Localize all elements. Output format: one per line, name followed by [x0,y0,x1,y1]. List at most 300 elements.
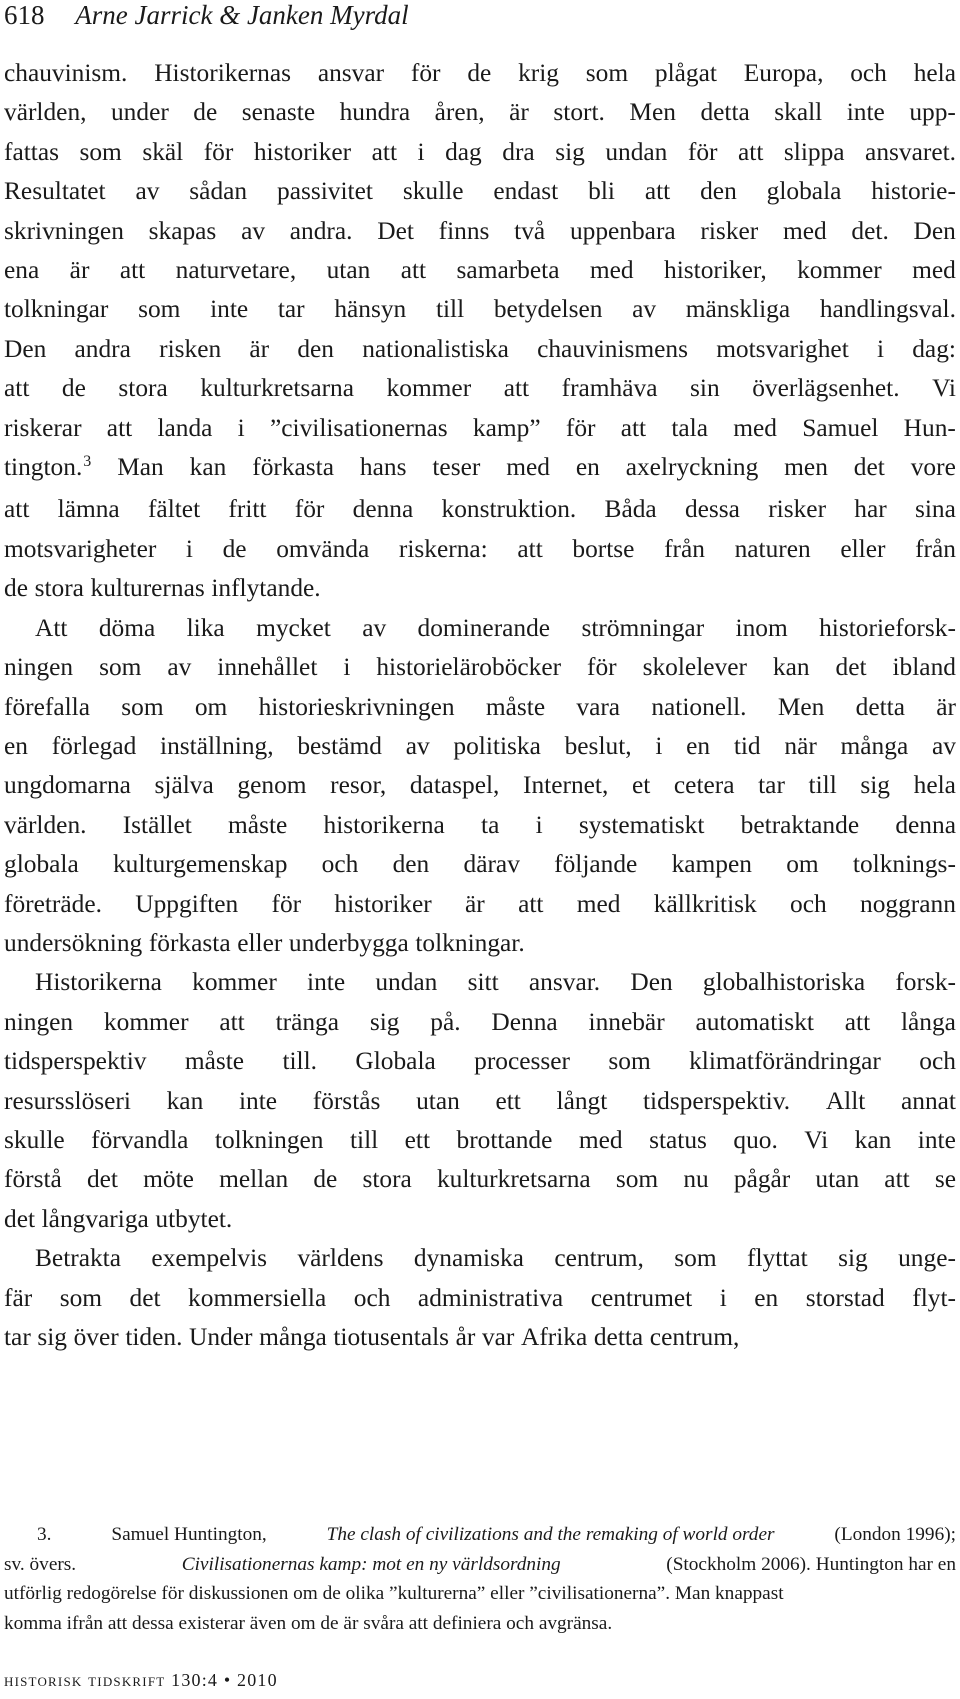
footnote-author: Samuel Huntington, [111,1524,267,1545]
word: ansvaret. [865,137,956,166]
word: bli [588,177,615,206]
word: en [575,453,600,482]
word: i [237,413,245,442]
text-line [4,530,956,569]
word: av [405,731,430,760]
word: den [297,334,334,363]
word: som [121,692,164,721]
word: att [4,495,30,524]
word: Resultatet [4,177,106,206]
word: de [193,98,218,127]
word: andra. [289,216,353,245]
word: måste [228,810,288,839]
word: stora [118,374,168,403]
word: från [915,534,956,563]
word: historiker, [664,256,767,285]
word: men [784,453,828,482]
word: i [185,534,193,563]
word: Den [630,968,673,997]
word: quo. [733,1125,778,1154]
word: hans [359,453,407,482]
word: kulturgemenskap [112,850,288,879]
word: med [912,256,956,285]
word: av [632,295,657,324]
word: globala [4,850,79,879]
word: döma [98,613,156,642]
word: utan [815,1165,860,1194]
word: hänsyn [334,295,407,324]
word: under [110,98,169,127]
word: som [608,1047,651,1076]
word: undersökning [4,928,143,957]
running-header [4,0,409,30]
word: att [219,1007,245,1036]
text-line [4,1239,956,1278]
text-line [4,369,956,408]
word: det [853,453,885,482]
word: med [733,413,777,442]
word: kan [772,653,810,682]
word: noggrann [860,889,956,918]
text-line [4,1200,956,1239]
word: ”civilisationernas [269,413,448,442]
word: tar [4,1323,31,1351]
word: själva [154,771,214,800]
word: politiska [453,731,541,760]
paragraph [4,54,956,609]
word: med [576,889,621,918]
word: ansvar [317,59,385,87]
word: riskerna: [398,534,488,563]
word: det. [851,216,889,245]
word: Uppgiften [135,889,239,918]
word: tolkningar. [415,928,525,957]
journal-name: historisk tidskrift [4,1670,166,1690]
word: kulturkretsarna [200,374,355,403]
word: till [435,295,465,324]
word: Hun- [903,413,956,442]
running-title: Arne Jarrick & Janken Myrdal [75,0,409,30]
word: möte [143,1165,194,1194]
word: sådan [189,177,248,206]
word: skäl [142,137,184,166]
word: andra [74,334,131,363]
word: handlingsval. [819,295,956,324]
footnote-reference: 3 [83,453,92,471]
footnote-line4: komma ifrån att dessa existerar även om de är svåra att definiera och avgränsa. [4,1612,613,1634]
word: och [850,59,887,87]
word: kan [166,1086,204,1115]
word: administrativa [417,1283,564,1312]
word: resursslöseri [4,1086,131,1115]
word: mellan [219,1165,289,1194]
body-text [4,54,956,1357]
text-line [4,1082,956,1121]
word: Samuel [802,413,879,442]
word: kan [189,453,227,482]
text-line [4,93,956,132]
word: sig [37,1323,68,1351]
word: vore [910,453,956,482]
word: som [585,59,629,87]
word: om [786,850,819,879]
word: som [79,137,122,166]
word: beslut, [564,731,632,760]
word: var [481,1323,515,1351]
text-line [4,766,956,805]
word: Europa, [743,59,824,87]
word: kommer [797,256,882,285]
word: nationalistiska [362,334,509,363]
footnote-line [4,1520,956,1550]
word: dra [502,137,535,166]
word: av [362,613,387,642]
word: sig [838,1244,868,1273]
word: är [936,692,956,721]
word: centrumet [590,1283,693,1312]
word: om [194,692,228,721]
word: med [782,216,827,245]
word: sin [690,374,720,403]
word: denna [352,495,414,524]
word: som [99,653,142,682]
word: hela [913,59,956,87]
word: tolkningen [214,1125,324,1154]
word: skolelever [642,653,747,682]
word: de [61,374,86,403]
word: fär [4,1283,33,1312]
word: chauvinism. [4,59,128,87]
word: att [738,137,764,166]
word: Men [629,98,676,127]
word: kan [854,1125,892,1154]
word: fritt [228,495,267,524]
word: tar [758,771,785,800]
word: har [854,495,887,524]
footnote-title: The clash of civilizations and the remaking of world order [326,1524,775,1545]
word: inom [735,613,788,642]
word: exempelvis [151,1244,268,1273]
word: utan [416,1086,460,1115]
text-line [4,290,956,329]
text-line [4,924,956,963]
footnote-translation-label: sv. övers. [4,1553,77,1575]
word: kommersiella [188,1283,327,1312]
word: Denna [491,1007,558,1036]
word: samarbeta [456,256,560,285]
word: stort. [553,98,605,127]
word: tar [277,295,305,324]
word: Internet, [523,771,609,800]
word: slippa [783,137,845,166]
word: mycket [256,613,331,642]
word: dessa [684,495,740,524]
word: betydelsen [493,295,603,324]
word: och [321,850,359,879]
word: undan [375,968,438,997]
word: Historikerna [35,968,162,997]
word: kommer [192,968,277,997]
word: Det [377,216,414,245]
word: upp- [909,98,956,127]
word: i [876,334,885,363]
word: Båda [604,495,657,524]
footnote-line [4,1609,956,1639]
text-line [4,448,956,490]
text-line [4,133,956,172]
word: förefalla [4,692,90,721]
word: tington.$^3$ [4,453,92,482]
word: Den [913,216,956,245]
word: endast [493,177,559,206]
word: för [203,137,234,166]
word: tolknings- [852,850,956,879]
word: skulle [402,177,464,206]
paragraph [4,963,956,1239]
footnote [4,1520,956,1638]
word: sig [860,771,891,800]
word: nationell. [651,692,747,721]
word: historieläroböcker [376,653,562,682]
word: innebär [588,1007,665,1036]
word: för [410,59,441,87]
word: Vi [932,374,956,403]
word: sig [369,1007,400,1036]
journal-issue: 130:4 • 2010 [171,1670,278,1690]
word: riskerar [4,413,82,442]
word: och [790,889,827,918]
word: som [59,1283,103,1312]
word: eller [840,534,886,563]
word: som [674,1244,717,1273]
footnote-line [4,1579,956,1609]
word: på. [430,1007,461,1036]
word: förkasta [148,928,231,957]
word: motsvarighet [716,334,849,363]
word: för [294,495,325,524]
word: att [517,534,543,563]
word: det [4,1204,36,1233]
word: världen, [4,98,87,127]
word: Betrakta [35,1244,122,1273]
word: med [578,1125,623,1154]
word: forsk- [895,968,956,997]
word: detta [700,98,750,127]
text-line [4,1318,956,1357]
word: det [129,1283,161,1312]
word: hela [913,771,956,800]
word: automatiskt [695,1007,814,1036]
word: sitt [467,968,499,997]
text-line [4,648,956,687]
word: de [222,534,247,563]
word: förvandla [91,1125,189,1154]
word: dag: [912,334,956,363]
word: detta [855,692,905,721]
word: att [400,256,427,285]
word: betraktande [740,810,860,839]
word: Vi [804,1125,829,1154]
word: att [503,374,530,403]
word: lika [186,613,225,642]
word: med [506,453,550,482]
text-line [4,1121,956,1160]
word: denna [895,810,956,839]
word: att [620,413,647,442]
text-line [4,409,956,448]
text-line [4,885,956,924]
word: det [86,1165,118,1194]
word: historieforsk- [819,613,956,642]
word: se [934,1165,956,1194]
word: till [808,771,837,800]
word: är [509,98,529,127]
footnote-line3: utförlig redogörelse för diskussionen om de olika ”kulturerna” eller ”civilisationerna”. Man knappast [4,1583,784,1604]
word: är [69,256,90,285]
word: inställning, [160,731,274,760]
word: följande [554,850,638,879]
word: chauvinismens [537,334,688,363]
page-number: 618 [4,0,45,30]
footnote-publication: (London 1996); [834,1524,956,1545]
word: detta [593,1323,644,1351]
word: pågår [733,1165,791,1194]
footnote-number: 3. [37,1524,52,1545]
word: hundra [339,98,411,127]
word: måste [485,692,546,721]
word: därav [463,850,520,879]
word: dynamiska [413,1244,524,1273]
text-line [4,54,956,93]
word: status [649,1125,707,1154]
word: underbygga [288,928,409,957]
word: av [167,653,192,682]
word: stora [362,1165,412,1194]
text-line [4,1279,956,1318]
word: ningen [4,1007,74,1036]
word: skapas [148,216,217,245]
word: uppenbara [569,216,676,245]
word: axelryckning [625,453,759,482]
word: et [631,771,651,800]
word: Den [4,334,47,363]
word: centrum, [554,1244,644,1273]
word: eller [237,928,283,957]
word: att [371,137,398,166]
word: ta [481,810,500,839]
word: historieskrivningen [258,692,455,721]
word: ena [4,256,40,285]
word: cetera [673,771,735,800]
word: som [615,1165,659,1194]
word: Globala [355,1047,436,1076]
word: Att [35,613,68,642]
word: som [138,295,181,324]
text-line [4,251,956,290]
word: tolkningar [4,295,109,324]
word: tiotusentals [333,1323,450,1351]
word: vara [576,692,621,721]
word: två [514,216,546,245]
text-line [4,806,956,845]
word: inflytande. [211,574,321,603]
word: genom [237,771,307,800]
word: Man [117,453,164,482]
word: inte [307,968,346,997]
word: historiker [334,889,432,918]
word: många [259,1323,327,1351]
footnote-line [4,1550,956,1580]
word: resor, [330,771,387,800]
word: konstruktion. [441,495,577,524]
word: förstå [4,1165,62,1194]
word: tidsperspektiv. [642,1086,791,1115]
word: processer [474,1047,571,1076]
word: förlegad [51,731,137,760]
word: systematiskt [578,810,705,839]
word: att [884,1165,910,1194]
word: motsvarigheter [4,534,157,563]
word: över [73,1323,119,1351]
word: långvariga [41,1204,149,1233]
word: historiker [253,137,352,166]
word: utbytet. [155,1204,233,1233]
word: ansvar. [528,968,601,997]
word: utan [326,256,371,285]
word: risken [159,334,222,363]
word: källkritisk [653,889,757,918]
word: långt [556,1086,608,1115]
word: i [535,810,543,839]
word: åren, [434,98,485,127]
word: kommer [103,1007,189,1036]
word: för [687,137,718,166]
text-line [4,330,956,369]
word: måste [184,1047,245,1076]
word: naturvetare, [175,256,297,285]
word: är [465,889,485,918]
word: fattas [4,137,59,166]
word: skrivningen [4,216,124,245]
word: dag [445,137,482,166]
word: passivitet [277,177,373,206]
word: innehållet [217,653,318,682]
word: flyttat [747,1244,808,1273]
word: i [417,137,425,166]
text-line [4,212,956,251]
word: Istället [122,810,192,839]
word: Afrika [520,1323,588,1351]
word: tid [733,731,761,760]
text-line [4,569,956,608]
word: tala [671,413,709,442]
word: unge- [898,1244,956,1273]
text-line [4,490,956,529]
word: undan [605,137,668,166]
word: flyt- [912,1283,956,1312]
text-line [4,172,956,211]
word: sina [914,495,956,524]
word: en [4,731,28,760]
journal-footer [4,1670,278,1691]
word: historikerna [323,810,445,839]
word: överlägsenhet. [752,374,900,403]
word: den [700,177,737,206]
text-line [4,727,956,766]
word: kulturkretsarna [436,1165,591,1194]
word: globalhistoriska [702,968,866,997]
word: krig [518,59,559,87]
